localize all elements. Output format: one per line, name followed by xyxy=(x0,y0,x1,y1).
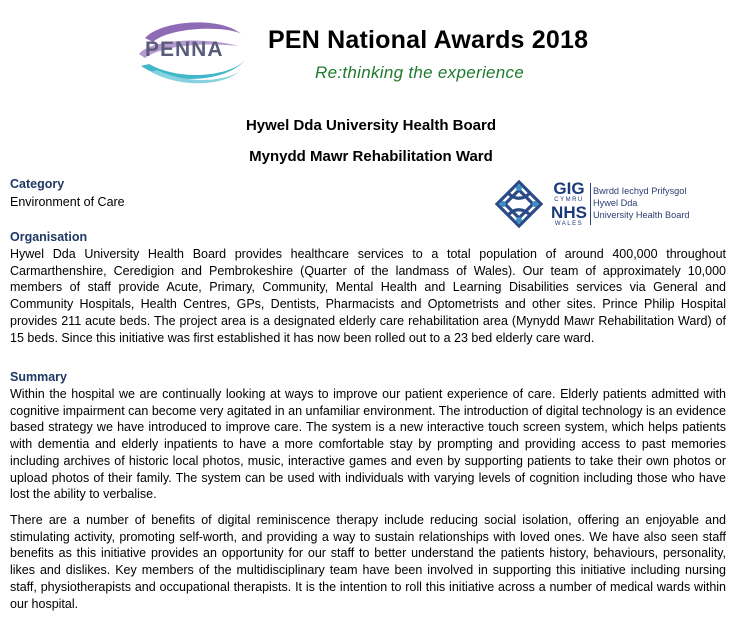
category-label: Category xyxy=(10,177,65,191)
document-header xyxy=(0,0,742,100)
celtic-knot-icon xyxy=(493,178,545,230)
awards-title: PEN National Awards 2018 xyxy=(268,26,589,54)
category-value: Environment of Care xyxy=(10,195,125,209)
gig-text: GIG xyxy=(553,179,585,198)
summary-paragraph-1: Within the hospital we are continually looking at ways to improve our patient experience of care. Elderly patients admitted with cognitive impairment can become very agitated in an unfamiliar environment. The introduction of digital technology is an evidence based strategy we have introduced to improve care. The system is a new interactive touch screen system, which helps patients with dementia and elderly inpatients to have a more comfortable stay by prompting and providing access to past memories including archives of historic local photos, music, interactive games and even by supporting patients to take their own photos or upload photos of their family. The system can be used with individuals with varying levels of cognition including those who have lost the ability to verbalise. xyxy=(10,387,726,502)
awards-tagline: Re:thinking the experience xyxy=(315,63,525,82)
health-board-line2: Hywel Dda xyxy=(593,198,638,208)
organisation-heading: Hywel Dda University Health Board xyxy=(245,117,497,134)
health-board-line1: Bwrdd Iechyd Prifysgol xyxy=(593,186,687,196)
wales-text: WALES xyxy=(554,221,584,227)
health-board-name xyxy=(593,185,690,221)
nhs-text: NHS xyxy=(551,203,587,222)
cymru-text: CYMRU xyxy=(554,197,584,203)
gig-nhs-wordmark xyxy=(549,180,589,228)
organisation-label: Organisation xyxy=(10,230,88,244)
nhs-wales-logo xyxy=(493,178,703,230)
penna-logo xyxy=(131,16,249,86)
ward-heading: Mynydd Mawr Rehabilitation Ward xyxy=(249,148,493,165)
summary-paragraph-2: There are a number of benefits of digital reminiscence therapy include reducing social isolation, offering an enjoyable and stimulating activity, promoting self-worth, and providing a way to sustain relationships with loved ones. We have also seen staff benefits as this initiative provides an opportunity for our staff to better understand the patients history, behaviours, personality, likes and dislikes. Key members of the multidisciplinary team have been involved in supporting this initiative including nursing staff, physiotherapists and occupational therapists. It is the intention to roll this initiative across a number of medical wards within our hospital. xyxy=(10,513,726,611)
health-board-line3: University Health Board xyxy=(593,210,690,220)
logo-divider xyxy=(590,183,591,225)
organisation-text: Hywel Dda University Health Board provides healthcare services to a total population of around 400,000 throughout Carmarthenshire, Ceredigion and Pembrokeshire (Quarter of the landmass of Wales). Our team of approximately 10,000 members of staff provide Acute, Primary, Community, Mental Health and Learning Disabilities services via General and Community Hospitals, Health Centres, GPs, Dentists, Pharmacists and Optometrists and other sites. Prince Philip Hospital provides 211 acute beds. The project area is a designated elderly care rehabilitation area (Mynydd Mawr Rehabilitation Ward) of 15 beds. Since this initiative was first established it has now been rolled out to a 23 bed elderly care ward. xyxy=(10,247,726,345)
penna-logo-text: PENNA xyxy=(145,38,224,61)
summary-label: Summary xyxy=(10,370,67,384)
